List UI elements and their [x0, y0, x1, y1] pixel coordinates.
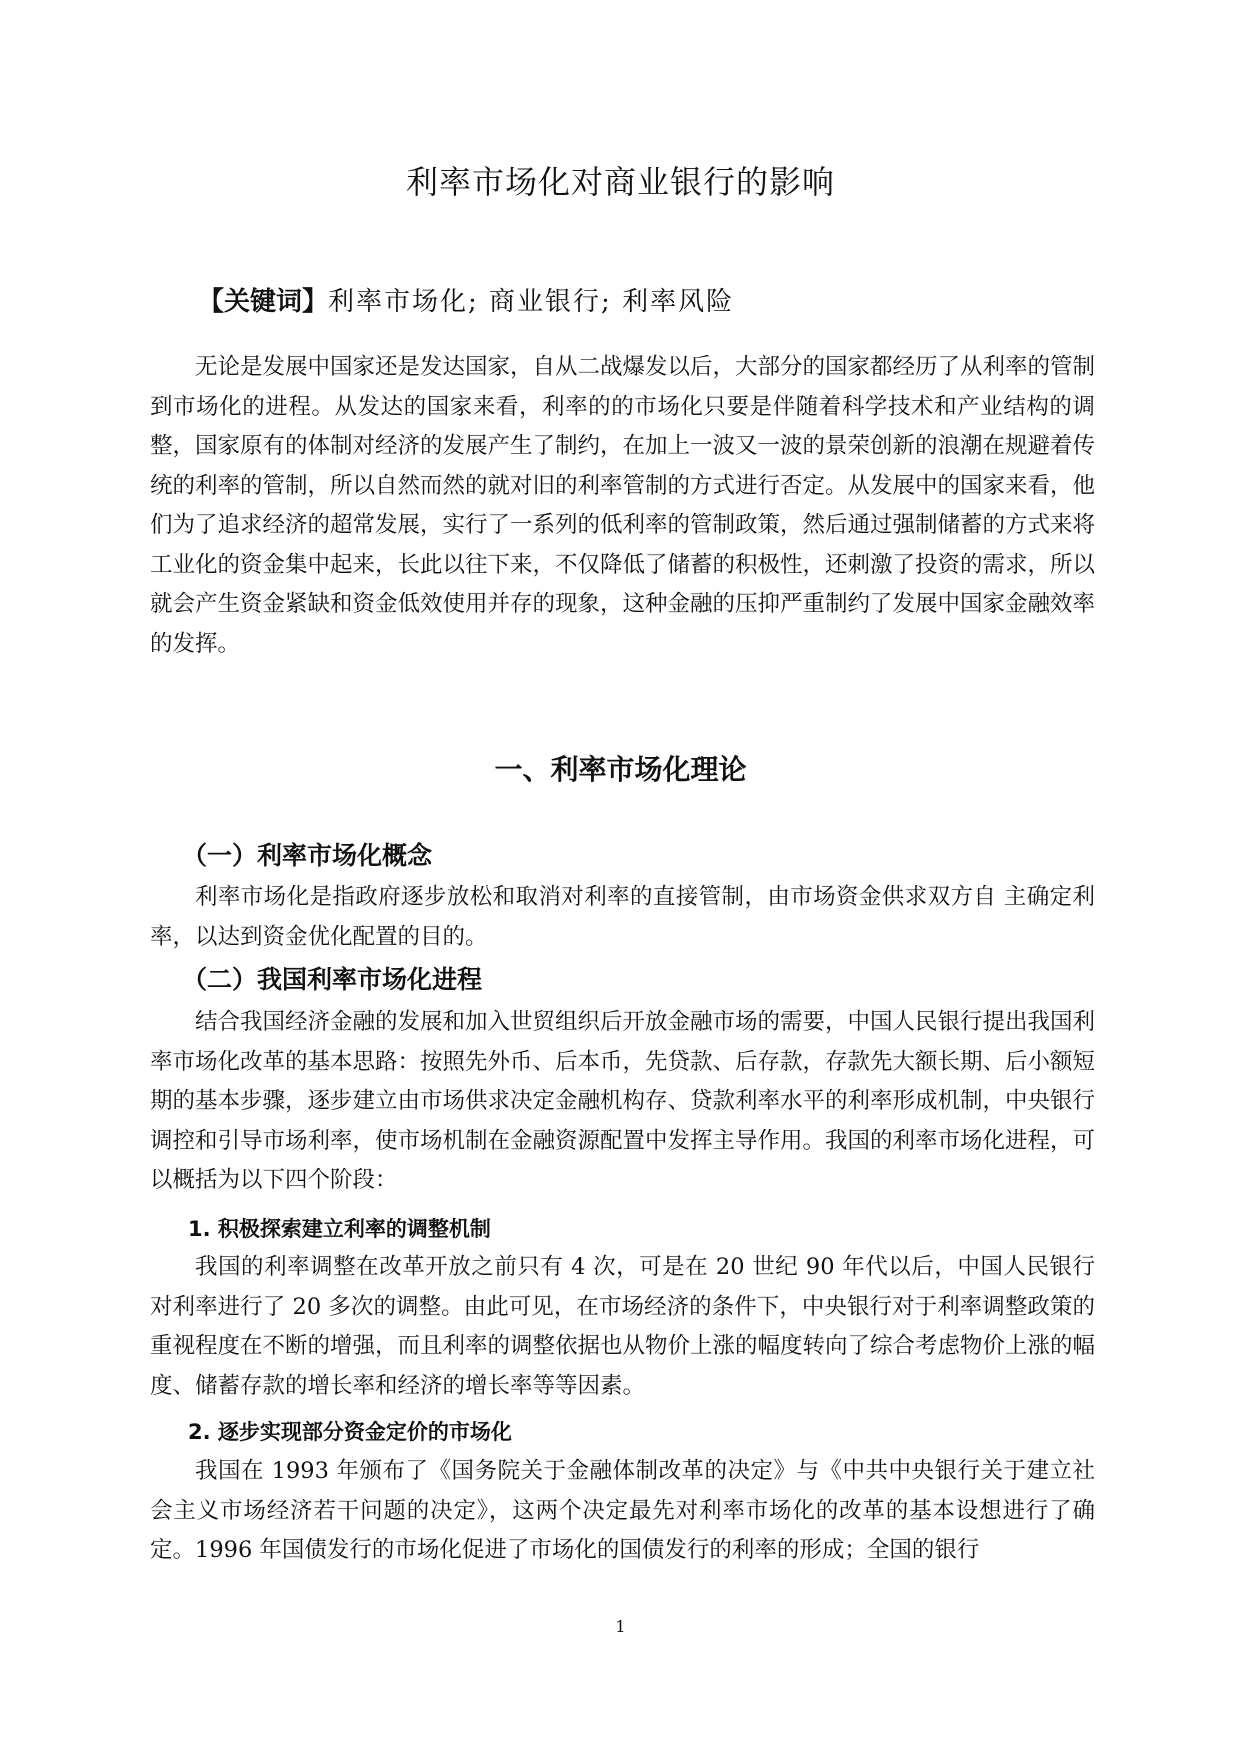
keywords-line: [198, 282, 734, 322]
page-title: 利率市场化对商业银行的影响: [405, 163, 835, 201]
keywords-label: 【关键词】: [198, 287, 329, 317]
item-heading-1: 1. 积极探索建立利率的调整机制: [188, 1217, 491, 1241]
item-2-paragraph: 我国在 1993 年颁布了《国务院关于金融体制改革的决定》与《中共中央银行关于建立社会主义市场经济若干问题的决定》，这两个决定最先对利率市场化的改革的基本设想进行了确定。1996 年国债发行的市场化促进了市场化的国债发行的利率的形成；全国的银行: [150, 1458, 1095, 1563]
sub-heading-concept: （一）利率市场化概念: [182, 841, 433, 870]
item-1-paragraph: 我国的利率调整在改革开放之前只有 4 次，可是在 20 世纪 90 年代以后，中国人民银行对利率进行了 20 多次的调整。由此可见，在市场经济的条件下，中央银行对于利率调整政策的重视程度在不断的增强，而且利率的调整依据也从物价上涨的幅度转向了综合考虑物价上涨的幅度、储蓄存款的增长率和经济的增长率等等因素。: [150, 1254, 1096, 1399]
concept-paragraph: 利率市场化是指政府逐步放松和取消对利率的直接管制，由市场资金供求双方自 主确定利率，以达到资金优化配置的目的。: [150, 884, 1095, 950]
section-heading-1: 一、利率市场化理论: [494, 753, 747, 786]
page-number: 1: [615, 1617, 626, 1636]
intro-paragraph: 无论是发展中国家还是发达国家，自从二战爆发以后，大部分的国家都经历了从利率的管制到市场化的进程。从发达的国家来看，利率的的市场化只要是伴随着科学技术和产业结构的调整，国家原有的体制对经济的发展产生了制约，在加上一波又一波的景荣创新的浪潮在规避着传统的利率的管制，所以自然而然的就对旧的利率管制的方式进行否定。从发展中的国家来看，他们为了追求经济的超常发展，实行了一系列的低利率的管制政策，然后通过强制储蓄的方式来将工业化的资金集中起来，长此以往下来，不仅降低了储蓄的积极性，还刺激了投资的需求，所以就会产生资金紧缺和资金低效使用并存的现象，这种金融的压抑严重制约了发展中国家金融效率的发挥。: [150, 354, 1096, 657]
sub-heading-process: （二）我国利率市场化进程: [182, 965, 483, 994]
process-paragraph: 结合我国经济金融的发展和加入世贸组织后开放金融市场的需要，中国人民银行提出我国利率市场化改革的基本思路：按照先外币、后本币，先贷款、后存款，存款先大额长期、后小额短期的基本步骤，逐步建立由市场供求决定金融机构存、贷款利率水平的利率形成机制，中央银行调控和引导市场利率，使市场机制在金融资源配置中发挥主导作用。我国的利率市场化进程，可以概括为以下四个阶段：: [150, 1009, 1096, 1193]
item-heading-2: 2. 逐步实现部分资金定价的市场化: [188, 1420, 512, 1444]
keywords-text: 利率市场化; 商业银行; 利率风险: [328, 287, 735, 317]
